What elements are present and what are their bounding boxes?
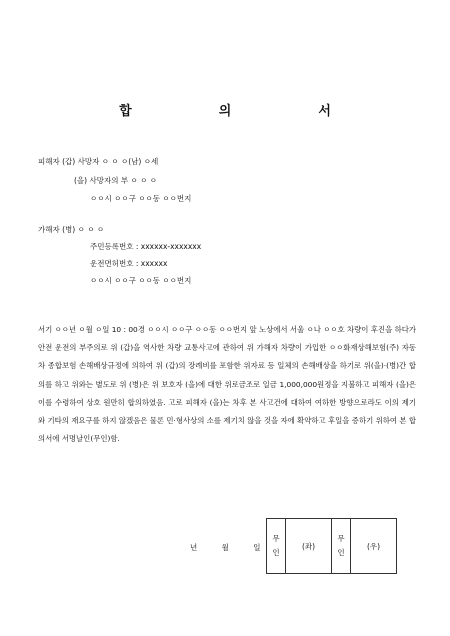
document-title: [0, 100, 450, 119]
title-char-3: 서: [318, 104, 331, 119]
victim-line-1: 피해자 (갑) 사망자 ㅇ ㅇ ㅇ(남) ㅇ세: [38, 157, 159, 166]
date-month-label: 월: [221, 543, 229, 552]
victim-line-2: (을) 사망자의 부 ㅇ ㅇ ㅇ: [74, 176, 157, 185]
agreement-body: 서기 ㅇㅇ년 ㅇ월 ㅇ일 10 : 00경 ㅇㅇ시 ㅇㅇ구 ㅇㅇ동 ㅇㅇ번지 앞 노상에서 서울 ㅇ나 ㅇㅇ호 차량이 후진을 하다가 안전 운전의 부주의로 위 (갑)을 역사한 차량 교통사고에 관하여 위 가해자 차량이 가입한 ㅇㅇ화재상해보험(주) 자동차 종합보험 손해배상규정에 의하여 위 (갑)의 장례비를 포함한 위자료 등 일체의 손해배상을 하기로 위(을)·(병)간 합의를 하고 위와는 별도로 위 (병)은 위 보호자 (을)에 대한 위로금조로 일금 1,000,000원정을 지불하고 피해자 (을)은 이를 수령하여 상호 원만히 합의하였음. 고로 피해자 (을)는 차후 본 사고건에 대하여 여하한 방향으로라도 이의 제기와 기타의 재요구를 하지 않겠음은 물론 민·형사상의 소를 제기치 않을 것을 자에 확약하고 후일을 증하기 위하여 본 합의서에 서명날인(무인)함.: [38, 325, 419, 444]
date-day-label: 일: [253, 543, 261, 552]
perpetrator-address: ㅇㅇ시 ㅇㅇ구 ㅇㅇ동 ㅇㅇ번지: [90, 276, 192, 285]
seal-box-right: (우): [351, 519, 397, 574]
seal-box-left: (좌): [286, 519, 332, 574]
thumbprint-label-right: 무 인: [332, 519, 351, 574]
victim-address: ㅇㅇ시 ㅇㅇ구 ㅇㅇ동 ㅇㅇ번지: [90, 194, 192, 203]
title-char-1: 합: [119, 104, 132, 119]
perpetrator-id-number: 주민등록번호 : xxxxxx-xxxxxxx: [90, 242, 202, 251]
perpetrator-license-number: 운전면허번호 : xxxxxx: [90, 259, 168, 268]
perpetrator-line-1: 가해자 (병) ㅇ ㅇ ㅇ: [38, 225, 105, 234]
title-char-2: 의: [218, 104, 232, 119]
thumbprint-label-left: 무 인: [267, 519, 286, 574]
date-year-label: 년: [190, 543, 198, 552]
seal-table: [266, 518, 397, 574]
